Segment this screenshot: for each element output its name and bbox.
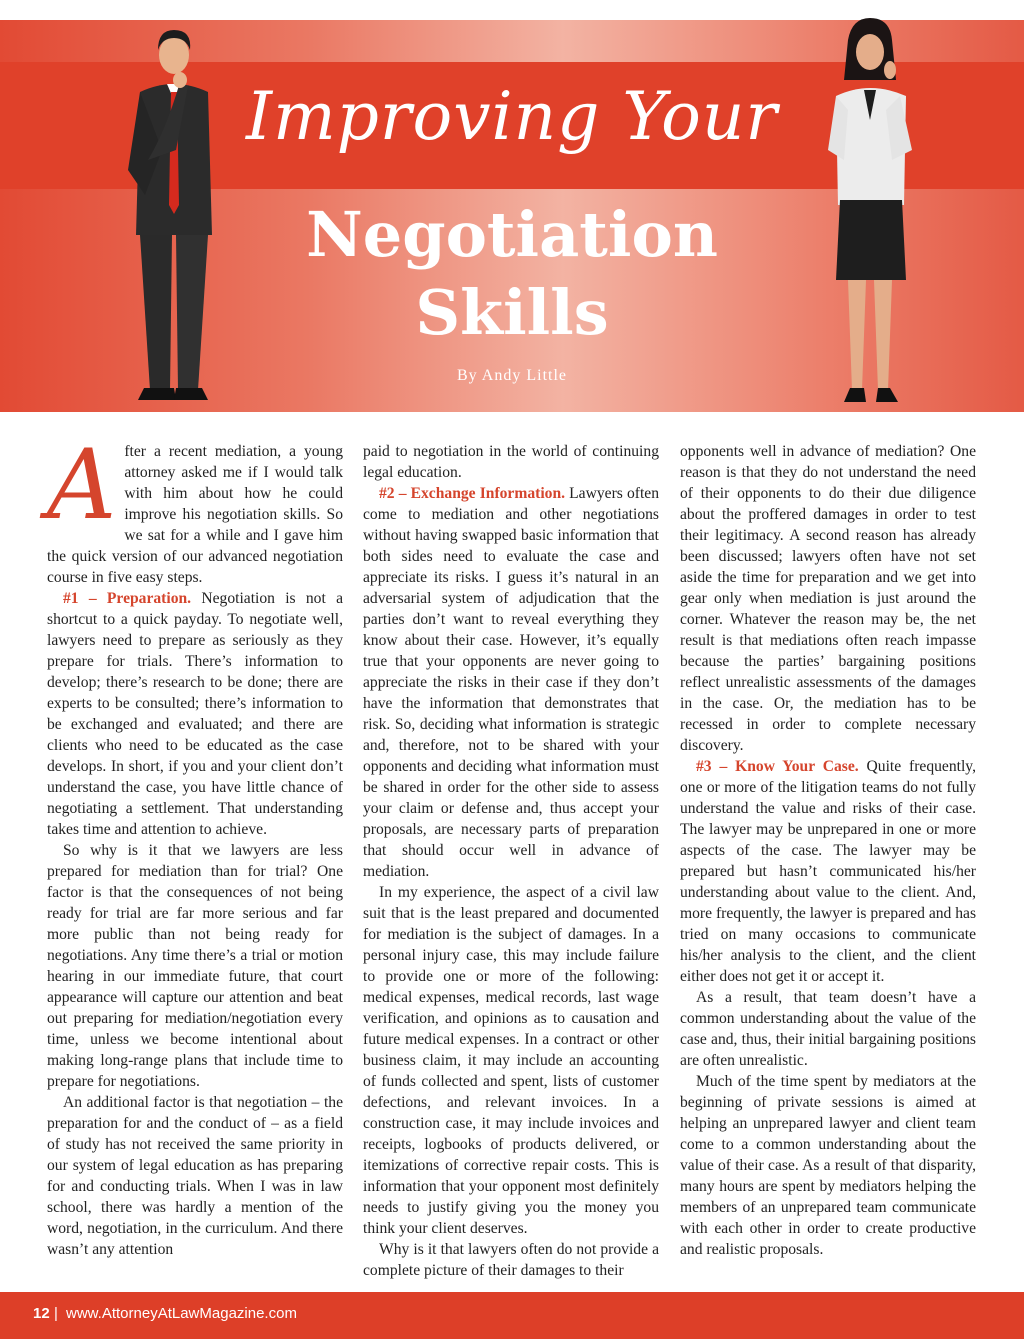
section-heading: #3 – Know Your Case.	[696, 758, 859, 775]
paragraph: paid to negotiation in the world of continuing legal education.	[363, 443, 659, 481]
article-column-1	[47, 429, 343, 1260]
footer-separator: |	[54, 1305, 58, 1322]
paragraph-text: fter a recent mediation, a young attorney asked me if I would talk with him about how he could improve his negotiation skills. So we sat for a while and I gave him the quick version of our advanced negotiation course in five easy steps.	[47, 443, 343, 586]
page-title	[262, 196, 762, 352]
page-number: 12	[33, 1305, 50, 1322]
title-line-2: Skills	[415, 276, 609, 349]
businessman-illustration	[100, 0, 240, 412]
paragraph: So why is it that we lawyers are less prepared for mediation than for trial? One factor is that the consequences of not being ready for trial are far more serious and far more public than not being ready for negotiations. Any time there’s a trial or motion hearing in our immediate future, that court appearance will capture our attention and beat out preparing for mediation/negotiation every time, unless we become intentional about making long-range plans that include time to prepare for negotiations.	[47, 842, 343, 1090]
title-line-1: Negotiation	[306, 198, 718, 271]
paragraph: In my experience, the aspect of a civil law suit that is the least prepared and documented for mediation is the subject of damages. In a personal injury case, this may include failure to provide one or more of the following: medical expenses, medical records, last wage verification, and opinions as to causation and future medical expenses. In a contract or other business claim, it may include an accounting of funds collected and spent, lists of customer defections, and relevant invoices. In a construction case, it may include invoices and receipts, logbooks of products delivered, or itemizations of corrective repair costs. This is information that your opponent most definitely needs to justify giving you the money you think your client deserves.	[363, 884, 659, 1237]
paragraph	[363, 483, 659, 882]
drop-cap: A	[47, 429, 117, 541]
section-heading: #1 – Preparation.	[63, 590, 192, 607]
paragraph	[47, 429, 343, 588]
section-heading: #2 – Exchange Information.	[379, 485, 566, 502]
businesswoman-illustration	[800, 0, 940, 412]
byline: By Andy Little	[457, 367, 567, 384]
paragraph	[47, 588, 343, 840]
paragraph: opponents well in advance of mediation? One reason is that they do not understand the need of their opponents to do their due diligence about the proffered damages in order to test their legitimacy. A second reason has already been discussed; lawyers often have not set aside the time for preparation and we get into gear only when mediation is just around the corner. Whatever the reason may be, the net result is that mediations often reach impasse because the parties’ bargaining positions reflect unrealistic assessments of the damages in the case. Or, the mediation has to be recessed in order to complete necessary discovery.	[680, 443, 976, 754]
paragraph: Why is it that lawyers often do not provide a complete picture of their damages to their	[363, 1241, 659, 1279]
hero-bottom-strip	[0, 412, 1024, 425]
paragraph	[680, 756, 976, 987]
paragraph: As a result, that team doesn’t have a common understanding about the value of the case and, thus, their initial bargaining positions are often unrealistic.	[680, 989, 976, 1069]
hero-banner	[0, 0, 1024, 425]
paragraph: Much of the time spent by mediators at the beginning of private sessions is aimed at helping an unprepared lawyer and client team come to a common understanding about the value of their case. As a result of that disparity, many hours are spent by mediators helping the members of an unprepared team communicate with each other in order to create productive and realistic proposals.	[680, 1073, 976, 1258]
article-column-2	[363, 441, 659, 1281]
paragraph-text: Quite frequently, one or more of the litigation teams do not fully understand the value and risks of their case. The lawyer may be unprepared in one or more aspects of the case. The lawyer may be prepared but hasn’t communicated his/her understanding about value to the client. And, more frequently, the lawyer is prepared and has tried on many occasions to communicate his/her analysis to the client, and the client either does not get it or accept it.	[680, 758, 977, 985]
footer-url[interactable]: www.AttorneyAtLawMagazine.com	[66, 1305, 297, 1322]
paragraph-text: Negotiation is not a shortcut to a quick payday. To negotiate well, lawyers need to prepare as seriously as they prepare for trials. There’s information to develop; there’s research to be done; there are experts to be consulted; there’s information to be exchanged and evaluated; and there are clients who need to be educated as the case develops. In short, if you and your client don’t understand the case, you have little chance of negotiating a settlement. That understanding takes time and attention to achieve.	[47, 590, 343, 838]
page-footer	[0, 1292, 1024, 1339]
paragraph: An additional factor is that negotiation – the preparation for and the conduct of – as a field of study has not received the same priority in our system of legal education as has preparing for and conducting trials. When I was in law school, there was hardly a mention of the word, negotiation, in the curriculum. And there wasn’t any attention	[47, 1094, 343, 1258]
paragraph-text: Lawyers often come to mediation and other negotiations without having swapped basic information that both sides need to evaluate the case and appreciate its risks. I guess it’s natural in an adversarial system of adjudication that the parties don’t want to reveal everything they know about their case. However, it’s equally true that your opponents are never going to appreciate the risks in their case if they don’t have the information that demonstrates that risk. So, deciding what information is strategic and, therefore, not to be shared with your opponents and deciding what information must be shared in order for the other side to assess your claim or defense and, thus accept your proposals, are necessary parts of preparation that should occur well in advance of mediation.	[363, 485, 659, 880]
title-script: Improving Your	[246, 78, 778, 155]
article-column-3	[680, 441, 976, 1260]
